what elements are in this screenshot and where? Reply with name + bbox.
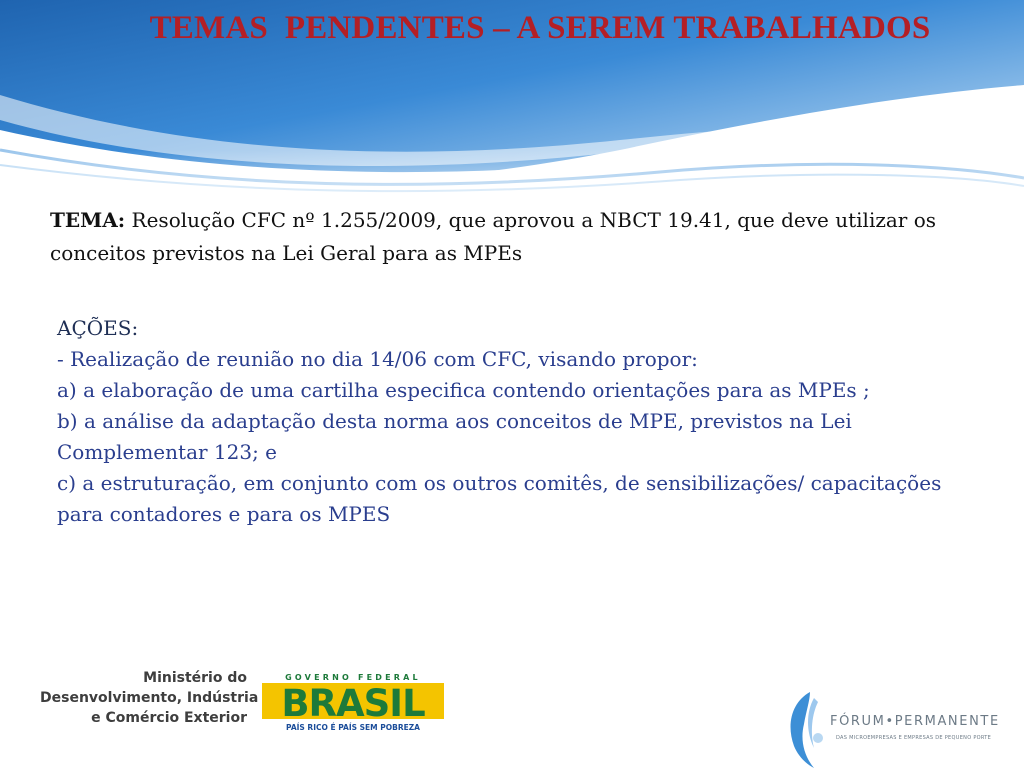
brasil-logo-top-text: GOVERNO FEDERAL [285, 673, 421, 682]
brasil-logo-word: BRASIL [281, 682, 425, 725]
blue-swoosh-icon [784, 688, 828, 768]
forum-logo-name: FÓRUM•PERMANENTE [830, 714, 1000, 729]
tema-paragraph [50, 204, 980, 270]
ministry-logo-text [40, 668, 259, 728]
ministry-line-2: Desenvolvimento, Indústria [40, 690, 259, 706]
ministry-line-3: e Comércio Exterior [91, 710, 247, 726]
acao-item-b: b) a análise da adaptação desta norma aos conceitos de MPE, previstos na Lei Complementar 123; e [57, 409, 852, 464]
acao-intro: - Realização de reunião no dia 14/06 com CFC, visando propor: [57, 347, 698, 371]
slide-title: TEMAS PENDENTES – A SEREM TRABALHADOS [149, 10, 931, 46]
acoes-heading: AÇÕES: [57, 316, 139, 340]
brasil-logo-tagline: PAÍS RICO É PAÍS SEM POBREZA [286, 723, 420, 732]
governo-federal-brasil-logo [260, 671, 446, 733]
acao-item-c: c) a estruturação, em conjunto com os outros comitês, de sensibilizações/ capacitações para contadores e para os MPES [57, 471, 942, 526]
ministry-line-1: Ministério do [143, 670, 247, 686]
tema-label: TEMA: [50, 208, 126, 232]
forum-logo-subtitle: DAS MICROEMPRESAS E EMPRESAS DE PEQUENO PORTE [836, 735, 992, 741]
forum-permanente-logo [784, 688, 1024, 768]
acao-item-a: a) a elaboração de uma cartilha especifica contendo orientações para as MPEs ; [57, 378, 870, 402]
tema-text: Resolução CFC nº 1.255/2009, que aprovou a NBCT 19.41, que deve utilizar os conceitos previstos na Lei Geral para as MPEs [50, 208, 937, 265]
acoes-section [57, 313, 977, 530]
